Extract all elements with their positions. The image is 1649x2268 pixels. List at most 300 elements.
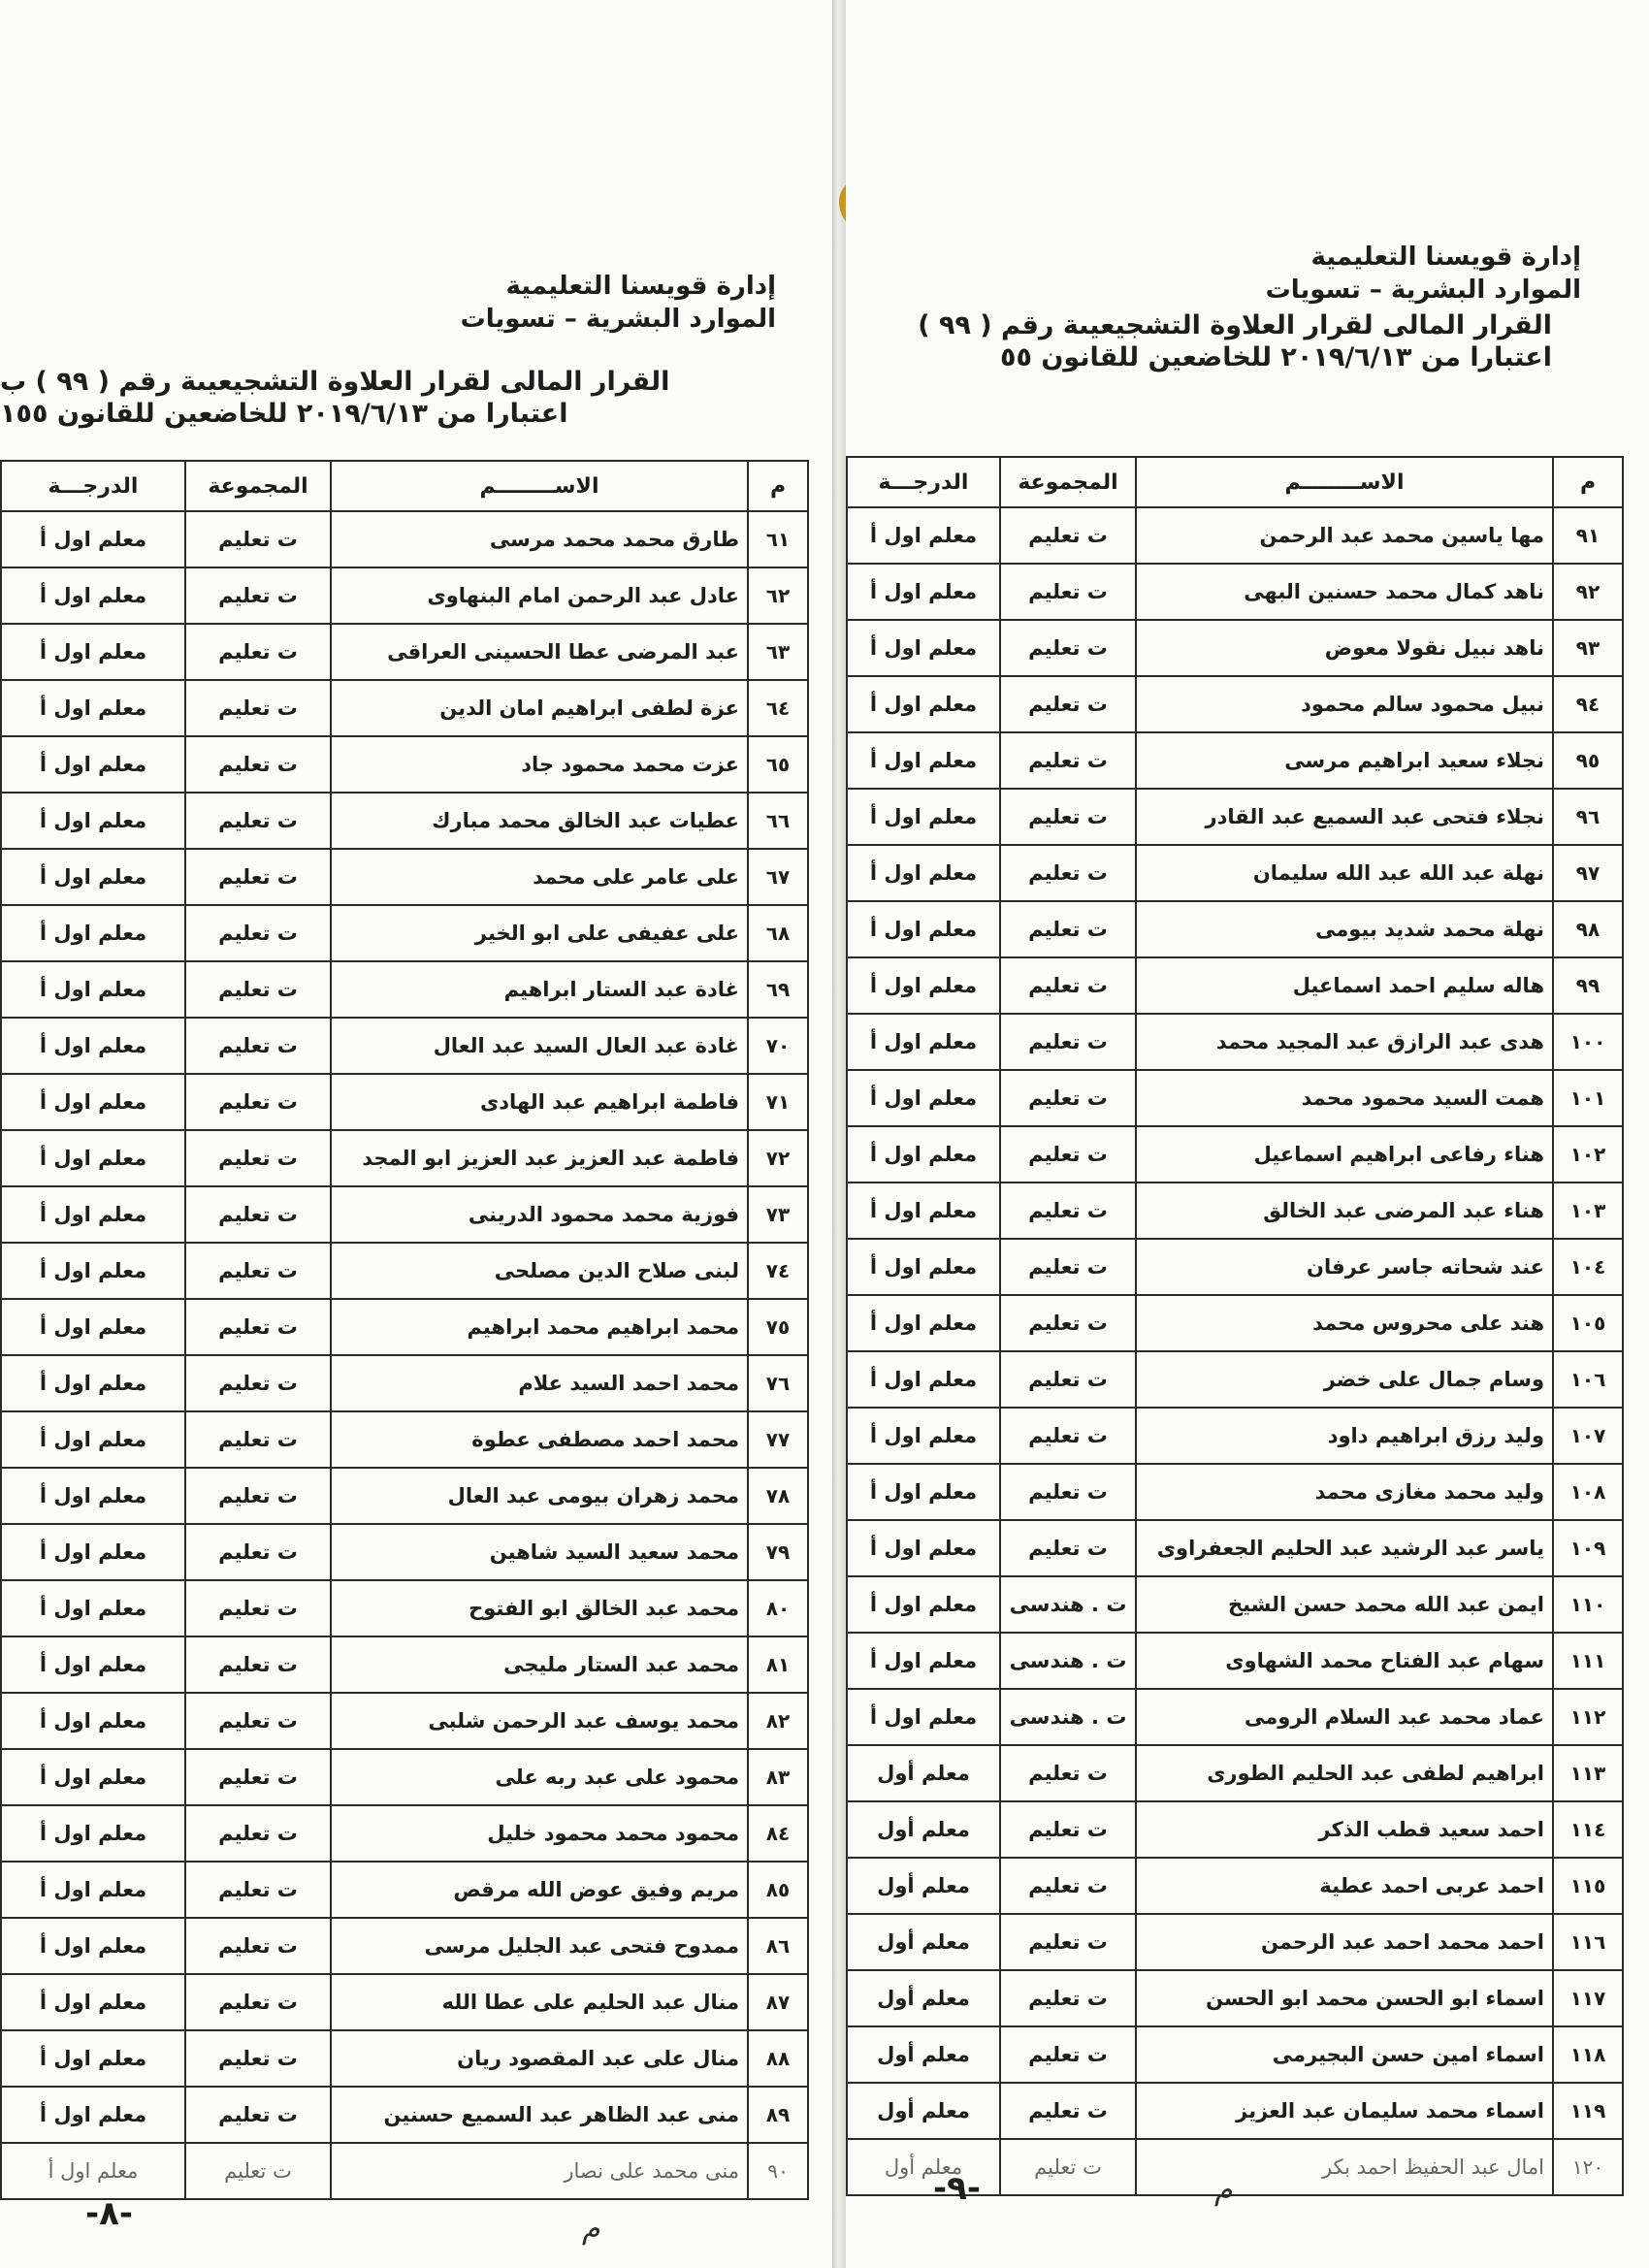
person-name: عادل عبد الرحمن امام البنهاوى	[331, 567, 748, 624]
row-number: ٨٦	[748, 1918, 808, 1974]
col-header-name: الاســــــــم	[1136, 457, 1553, 507]
job-group: ت تعليم	[1000, 1070, 1136, 1126]
job-group: ت تعليم	[185, 1693, 331, 1749]
person-name: وليد محمد مغازى محمد	[1136, 1464, 1553, 1520]
left-header-decision: القرار المالى لقرار العلاوة التشجيعيىة رقم ( ٩٩ ) ب	[0, 367, 670, 397]
row-number: ١١٩	[1553, 2083, 1623, 2139]
job-rank: معلم اول أ	[847, 1464, 1000, 1520]
job-group: ت تعليم	[1000, 1408, 1136, 1464]
table-row	[1, 1805, 808, 1862]
job-group: ت تعليم	[185, 1130, 331, 1186]
left-header-decision-block	[0, 361, 832, 429]
job-group: ت تعليم	[1000, 901, 1136, 957]
person-name: نجلاء فتحى عبد السميع عبد القادر	[1136, 789, 1553, 845]
table-row	[847, 676, 1623, 732]
person-name: منى محمد على نصار	[331, 2143, 748, 2199]
row-number: ٧٨	[748, 1468, 808, 1524]
row-number: ١٠٠	[1553, 1014, 1623, 1070]
row-number: ٧٩	[748, 1524, 808, 1580]
job-group: ت تعليم	[1000, 1914, 1136, 1970]
table-row	[1, 793, 808, 849]
row-number: ١٠٣	[1553, 1183, 1623, 1239]
job-group: ت تعليم	[185, 680, 331, 736]
row-number: ١١٢	[1553, 1689, 1623, 1745]
job-rank: معلم اول أ	[1, 624, 185, 680]
table-row	[1, 1693, 808, 1749]
row-number: ٩٠	[748, 2143, 808, 2199]
person-name: اسماء محمد سليمان عبد العزيز	[1136, 2083, 1553, 2139]
row-number: ٩١	[1553, 507, 1623, 564]
job-rank: معلم اول أ	[847, 1576, 1000, 1633]
row-number: ٨٨	[748, 2030, 808, 2087]
person-name: منال على عبد المقصود ريان	[331, 2030, 748, 2087]
table-row	[1, 567, 808, 624]
job-rank: معلم اول أ	[847, 1070, 1000, 1126]
left-header	[17, 272, 793, 334]
job-rank: معلم أول	[847, 1745, 1000, 1801]
person-name: احمد سعيد قطب الذكر	[1136, 1801, 1553, 1858]
table-row	[847, 1408, 1623, 1464]
person-name: فاطمة عبد العزيز عبد العزيز ابو المجد	[331, 1130, 748, 1186]
job-group: ت تعليم	[185, 1299, 331, 1355]
person-name: منى عبد الظاهر عبد السميع حسنين	[331, 2087, 748, 2143]
job-group: ت تعليم	[1000, 1295, 1136, 1351]
table-row	[1, 849, 808, 905]
job-rank: معلم اول أ	[847, 1408, 1000, 1464]
row-number: ١١١	[1553, 1633, 1623, 1689]
person-name: اسماء ابو الحسن محمد ابو الحسن	[1136, 1970, 1553, 2026]
row-number: ٦٩	[748, 961, 808, 1018]
row-number: ١٠٧	[1553, 1408, 1623, 1464]
job-group: ت تعليم	[1000, 2026, 1136, 2083]
table-row	[1, 1355, 808, 1411]
job-group: ت تعليم	[185, 567, 331, 624]
job-rank: معلم اول أ	[1, 1186, 185, 1243]
job-group: ت تعليم	[185, 961, 331, 1018]
row-number: ٦١	[748, 511, 808, 567]
row-number: ١١٨	[1553, 2026, 1623, 2083]
row-number: ٩٦	[1553, 789, 1623, 845]
person-name: ياسر عبد الرشيد عبد الحليم الجعفراوى	[1136, 1520, 1553, 1576]
left-page-number: -٨-	[85, 2194, 134, 2233]
job-group: ت تعليم	[185, 2087, 331, 2143]
left-header-org: إدارة قويسنا التعليمية	[505, 272, 776, 301]
table-row	[847, 507, 1623, 564]
row-number: ١٠١	[1553, 1070, 1623, 1126]
person-name: وليد رزق ابراهيم داود	[1136, 1408, 1553, 1464]
job-rank: معلم أول	[847, 2083, 1000, 2139]
col-header-rank: الدرجـــة	[1, 461, 185, 511]
person-name: هند على محروس محمد	[1136, 1295, 1553, 1351]
job-group: ت تعليم	[1000, 620, 1136, 676]
table-row	[847, 1520, 1623, 1576]
table-row	[847, 845, 1623, 901]
table-row	[1, 1411, 808, 1468]
person-name: سهام عبد الفتاح محمد الشهاوى	[1136, 1633, 1553, 1689]
job-rank: معلم اول أ	[847, 845, 1000, 901]
job-rank: معلم اول أ	[847, 789, 1000, 845]
row-number: ٧٤	[748, 1243, 808, 1299]
row-number: ٩٤	[1553, 676, 1623, 732]
row-number: ٩٧	[1553, 845, 1623, 901]
job-rank: معلم اول أ	[1, 567, 185, 624]
person-name: محمود على عبد ربه على	[331, 1749, 748, 1805]
job-rank: معلم اول أ	[1, 1355, 185, 1411]
row-number: ١٠٨	[1553, 1464, 1623, 1520]
job-rank: معلم اول أ	[847, 1689, 1000, 1745]
table-row	[847, 1183, 1623, 1239]
row-number: ٩٨	[1553, 901, 1623, 957]
job-rank: معلم اول أ	[1, 1524, 185, 1580]
row-number: ٨٣	[748, 1749, 808, 1805]
job-rank: معلم اول أ	[847, 1633, 1000, 1689]
person-name: عطيات عبد الخالق محمد مبارك	[331, 793, 748, 849]
person-name: نهلة عبد الله عبد الله سليمان	[1136, 845, 1553, 901]
row-number: ٦٤	[748, 680, 808, 736]
table-row	[1, 1749, 808, 1805]
person-name: عماد محمد عبد السلام الرومى	[1136, 1689, 1553, 1745]
table-row	[847, 901, 1623, 957]
row-number: ٨٥	[748, 1862, 808, 1918]
job-group: ت تعليم	[185, 1018, 331, 1074]
job-rank: معلم اول أ	[847, 1239, 1000, 1295]
right-page-number: -٩-	[933, 2169, 982, 2208]
job-group: ت تعليم	[185, 2143, 331, 2199]
job-rank: معلم اول أ	[1, 1299, 185, 1355]
job-group: ت تعليم	[1000, 1858, 1136, 1914]
table-row	[847, 620, 1623, 676]
table-row	[1, 1862, 808, 1918]
col-header-name: الاســــــــم	[331, 461, 748, 511]
person-name: نجلاء سعيد ابراهيم مرسى	[1136, 732, 1553, 789]
job-rank: معلم اول أ	[1, 1243, 185, 1299]
job-rank: معلم اول أ	[847, 676, 1000, 732]
job-rank: معلم اول أ	[1, 1636, 185, 1693]
table-row	[847, 1014, 1623, 1070]
left-table-header-row	[1, 461, 808, 511]
job-group: ت تعليم	[185, 1186, 331, 1243]
table-row	[1, 1974, 808, 2030]
job-rank: معلم اول أ	[1, 961, 185, 1018]
row-number: ٦٦	[748, 793, 808, 849]
person-name: عزة لطفى ابراهيم امان الدين	[331, 680, 748, 736]
table-row	[847, 2026, 1623, 2083]
job-rank: معلم اول أ	[847, 901, 1000, 957]
person-name: محمد عبد الستار مليجى	[331, 1636, 748, 1693]
job-rank: معلم اول أ	[1, 849, 185, 905]
col-header-group: المجموعة	[185, 461, 331, 511]
right-roster-table	[846, 456, 1624, 2196]
job-rank: معلم اول أ	[847, 1183, 1000, 1239]
table-row	[847, 2083, 1623, 2139]
person-name: ناهد كمال محمد حسنين البهى	[1136, 564, 1553, 620]
job-group: ت تعليم	[1000, 845, 1136, 901]
row-number: ١٢٠	[1553, 2139, 1623, 2195]
job-group: ت تعليم	[1000, 732, 1136, 789]
table-row	[1, 1299, 808, 1355]
table-row	[1, 1636, 808, 1693]
job-rank: معلم اول أ	[1, 1468, 185, 1524]
person-name: احمد عربى احمد عطية	[1136, 1858, 1553, 1914]
row-number: ٧١	[748, 1074, 808, 1130]
row-number: ٨٧	[748, 1974, 808, 2030]
person-name: عزت محمد محمود جاد	[331, 736, 748, 793]
table-row	[1, 1524, 808, 1580]
person-name: على عفيفى على ابو الخير	[331, 905, 748, 961]
person-name: محمود محمد محمود خليل	[331, 1805, 748, 1862]
person-name: ايمن عبد الله محمد حسن الشيخ	[1136, 1576, 1553, 1633]
person-name: طارق محمد محمد مرسى	[331, 511, 748, 567]
job-rank: معلم أول	[847, 1970, 1000, 2026]
job-group: ت تعليم	[185, 1074, 331, 1130]
right-table-header-row	[847, 457, 1623, 507]
table-row	[1, 511, 808, 567]
table-row	[847, 1576, 1623, 1633]
table-row	[1, 2030, 808, 2087]
person-name: وسام جمال على خضر	[1136, 1351, 1553, 1408]
left-header-dept: الموارد البشرية – تسويات	[460, 305, 776, 334]
job-rank: معلم أول	[847, 2026, 1000, 2083]
row-number: ١٠٩	[1553, 1520, 1623, 1576]
col-header-group: المجموعة	[1000, 457, 1136, 507]
job-rank: معلم اول أ	[847, 1295, 1000, 1351]
person-name: عند شحاته جاسر عرفان	[1136, 1239, 1553, 1295]
table-row	[847, 1633, 1623, 1689]
table-row	[847, 1689, 1623, 1745]
job-group: ت تعليم	[185, 849, 331, 905]
person-name: هناء عبد المرضى عبد الخالق	[1136, 1183, 1553, 1239]
person-name: همت السيد محمود محمد	[1136, 1070, 1553, 1126]
right-header-org: إدارة قويسنا التعليمية	[1310, 243, 1581, 272]
person-name: احمد محمد احمد عبد الرحمن	[1136, 1914, 1553, 1970]
row-number: ٧٦	[748, 1355, 808, 1411]
person-name: هدى عبد الرازق عبد المجيد محمد	[1136, 1014, 1553, 1070]
job-group: ت تعليم	[185, 1580, 331, 1636]
job-group: ت تعليم	[185, 1805, 331, 1862]
table-row	[847, 1351, 1623, 1408]
person-name: مريم وفيق عوض الله مرقص	[331, 1862, 748, 1918]
job-group: ت تعليم	[1000, 676, 1136, 732]
job-rank: معلم اول أ	[1, 680, 185, 736]
row-number: ٩٩	[1553, 957, 1623, 1014]
person-name: لبنى صلاح الدين مصلحى	[331, 1243, 748, 1299]
table-row	[847, 1295, 1623, 1351]
job-group: ت تعليم	[1000, 789, 1136, 845]
job-group: ت تعليم	[185, 1243, 331, 1299]
table-row	[1, 624, 808, 680]
job-rank: معلم اول أ	[847, 1520, 1000, 1576]
right-header-dept: الموارد البشرية – تسويات	[1265, 275, 1581, 305]
job-group: ت تعليم	[1000, 1014, 1136, 1070]
job-rank: معلم اول أ	[1, 1580, 185, 1636]
row-number: ١١٤	[1553, 1801, 1623, 1858]
row-number: ٨٠	[748, 1580, 808, 1636]
job-group: ت تعليم	[185, 1524, 331, 1580]
col-header-rank: الدرجـــة	[847, 457, 1000, 507]
person-name: مها ياسين محمد عبد الرحمن	[1136, 507, 1553, 564]
person-name: عبد المرضى عطا الحسينى العراقى	[331, 624, 748, 680]
table-row	[847, 732, 1623, 789]
row-number: ٩٣	[1553, 620, 1623, 676]
row-number: ١١٠	[1553, 1576, 1623, 1633]
table-row	[1, 736, 808, 793]
person-name: محمد سعيد السيد شاهين	[331, 1524, 748, 1580]
job-rank: معلم اول أ	[1, 1074, 185, 1130]
table-row	[1, 2087, 808, 2143]
person-name: محمد ابراهيم محمد ابراهيم	[331, 1299, 748, 1355]
person-name: ممدوح فتحى عبد الجليل مرسى	[331, 1918, 748, 1974]
job-group: ت تعليم	[1000, 1970, 1136, 2026]
left-table-body	[1, 511, 808, 2199]
table-row	[1, 1580, 808, 1636]
job-group: ت تعليم	[185, 1468, 331, 1524]
job-rank: معلم اول أ	[1, 1411, 185, 1468]
person-name: غادة عبد العال السيد عبد العال	[331, 1018, 748, 1074]
job-group: ت تعليم	[1000, 1464, 1136, 1520]
job-rank: معلم أول	[847, 2139, 1000, 2195]
table-row	[847, 1239, 1623, 1295]
row-number: ١٠٢	[1553, 1126, 1623, 1183]
row-number: ٨٩	[748, 2087, 808, 2143]
job-rank: معلم اول أ	[847, 1126, 1000, 1183]
left-signature: م	[582, 2212, 600, 2246]
row-number: ١٠٥	[1553, 1295, 1623, 1351]
left-header-effective: اعتبارا من ٢٠١٩/٦/١٣ للخاضعين للقانون ١٥٥	[0, 399, 568, 429]
job-group: ت . هندسى	[1000, 1576, 1136, 1633]
job-group: ت تعليم	[185, 1862, 331, 1918]
table-row	[847, 1914, 1623, 1970]
right-signature: م	[1214, 2173, 1233, 2207]
right-header-effective: اعتبارا من ٢٠١٩/٦/١٣ للخاضعين للقانون ٥٥	[999, 342, 1552, 373]
job-rank: معلم اول أ	[1, 793, 185, 849]
person-name: نبيل محمود سالم محمود	[1136, 676, 1553, 732]
table-row	[1, 905, 808, 961]
job-rank: معلم اول أ	[1, 736, 185, 793]
row-number: ٦٨	[748, 905, 808, 961]
person-name: غادة عبد الستار ابراهيم	[331, 961, 748, 1018]
person-name: محمد احمد السيد علام	[331, 1355, 748, 1411]
table-row	[847, 1464, 1623, 1520]
job-rank: معلم اول أ	[847, 564, 1000, 620]
row-number: ٦٥	[748, 736, 808, 793]
job-rank: معلم اول أ	[1, 1130, 185, 1186]
job-group: ت تعليم	[185, 1411, 331, 1468]
job-rank: معلم اول أ	[1, 2087, 185, 2143]
job-rank: معلم اول أ	[1, 1018, 185, 1074]
job-rank: معلم اول أ	[1, 2030, 185, 2087]
row-number: ١١٧	[1553, 1970, 1623, 2026]
row-number: ١١٣	[1553, 1745, 1623, 1801]
page-gutter	[832, 0, 846, 2268]
job-group: ت تعليم	[1000, 1801, 1136, 1858]
job-rank: معلم اول أ	[847, 620, 1000, 676]
job-rank: معلم اول أ	[1, 1974, 185, 2030]
table-row	[847, 1745, 1623, 1801]
table-row	[1, 1918, 808, 1974]
job-group: ت تعليم	[185, 1974, 331, 2030]
table-row	[1, 1186, 808, 1243]
person-name: هناء رفاعى ابراهيم اسماعيل	[1136, 1126, 1553, 1183]
job-group: ت تعليم	[1000, 2083, 1136, 2139]
job-rank: معلم اول أ	[1, 1693, 185, 1749]
job-rank: معلم أول	[847, 1914, 1000, 1970]
job-group: ت تعليم	[185, 1636, 331, 1693]
job-group: ت تعليم	[185, 736, 331, 793]
person-name: نهلة محمد شديد بيومى	[1136, 901, 1553, 957]
table-row	[847, 1070, 1623, 1126]
row-number: ٧٠	[748, 1018, 808, 1074]
right-header	[854, 243, 1610, 373]
job-rank: معلم اول أ	[847, 732, 1000, 789]
table-row	[847, 564, 1623, 620]
person-name: محمد احمد مصطفى عطوة	[331, 1411, 748, 1468]
table-row	[1, 1018, 808, 1074]
person-name: محمد يوسف عبد الرحمن شلبى	[331, 1693, 748, 1749]
job-group: ت تعليم	[185, 905, 331, 961]
job-group: ت تعليم	[1000, 2139, 1136, 2195]
row-number: ٦٢	[748, 567, 808, 624]
col-header-num: م	[1553, 457, 1623, 507]
col-header-num: م	[748, 461, 808, 511]
job-rank: معلم اول أ	[1, 905, 185, 961]
job-rank: معلم اول أ	[847, 1014, 1000, 1070]
row-number: ٦٧	[748, 849, 808, 905]
job-group: ت تعليم	[185, 793, 331, 849]
row-number: ٧٢	[748, 1130, 808, 1186]
row-number: ٨١	[748, 1636, 808, 1693]
table-row	[1, 1243, 808, 1299]
job-group: ت تعليم	[185, 511, 331, 567]
row-number: ٧٥	[748, 1299, 808, 1355]
right-header-decision: القرار المالى لقرار العلاوة التشجيعيىة رقم ( ٩٩ )	[918, 310, 1552, 340]
person-name: امال عبد الحفيظ احمد بكر	[1136, 2139, 1553, 2195]
job-rank: معلم اول أ	[1, 1862, 185, 1918]
person-name: منال عبد الحليم على عطا الله	[331, 1974, 748, 2030]
job-group: ت تعليم	[1000, 1239, 1136, 1295]
job-rank: معلم اول أ	[1, 2143, 185, 2199]
table-row	[1, 1130, 808, 1186]
row-number: ٨٢	[748, 1693, 808, 1749]
row-number: ١٠٤	[1553, 1239, 1623, 1295]
job-group: ت تعليم	[1000, 1126, 1136, 1183]
job-group: ت تعليم	[185, 1749, 331, 1805]
job-rank: معلم أول	[847, 1858, 1000, 1914]
person-name: محمد زهران بيومى عبد العال	[331, 1468, 748, 1524]
job-group: ت تعليم	[1000, 1520, 1136, 1576]
row-number: ١١٥	[1553, 1858, 1623, 1914]
table-row	[847, 1126, 1623, 1183]
row-number: ١١٦	[1553, 1914, 1623, 1970]
right-table-body	[847, 507, 1623, 2195]
table-row	[1, 1074, 808, 1130]
table-row	[1, 680, 808, 736]
job-group: ت . هندسى	[1000, 1689, 1136, 1745]
job-group: ت تعليم	[1000, 1745, 1136, 1801]
job-group: ت تعليم	[1000, 957, 1136, 1014]
person-name: محمد عبد الخالق ابو الفتوح	[331, 1580, 748, 1636]
table-row	[847, 789, 1623, 845]
job-rank: معلم اول أ	[1, 1749, 185, 1805]
table-row	[847, 1970, 1623, 2026]
job-group: ت تعليم	[185, 624, 331, 680]
right-page	[846, 0, 1649, 2268]
job-group: ت . هندسى	[1000, 1633, 1136, 1689]
row-number: ٦٣	[748, 624, 808, 680]
row-number: ٩٥	[1553, 732, 1623, 789]
job-rank: معلم اول أ	[1, 511, 185, 567]
job-group: ت تعليم	[185, 1918, 331, 1974]
row-number: ٧٣	[748, 1186, 808, 1243]
